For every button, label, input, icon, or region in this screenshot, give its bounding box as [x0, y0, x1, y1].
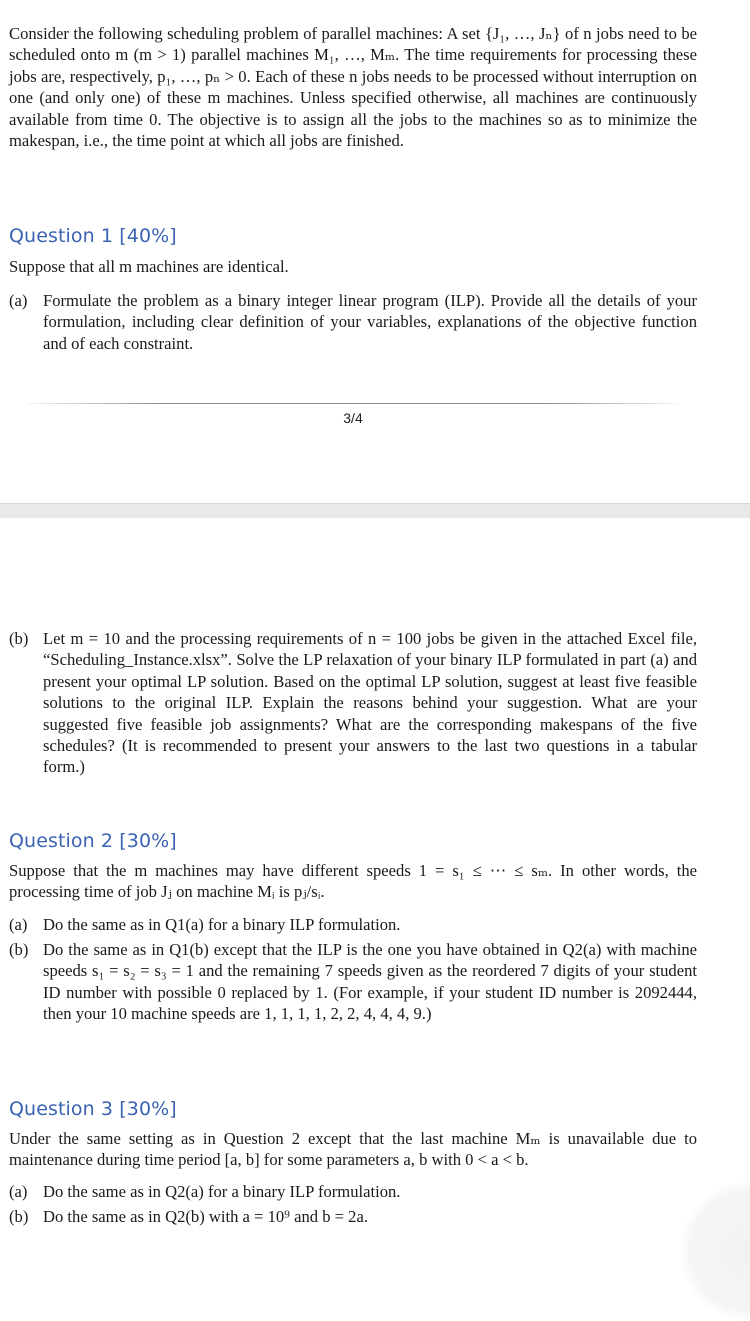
intro-paragraph: Consider the following scheduling problem of parallel machines: A set {J₁, …, Jₙ} of n jobs need to be scheduled onto m (m > 1) parallel machines M₁, …, Mₘ. The time requirements for processing these jobs are, respectively, p₁, …, pₙ > 0. Each of these n jobs needs to be processed without interruption on one (and only one) of these m machines. Unless specified otherwise, all machines are continuously available from time 0. The objective is to assign all the jobs to the machines so as to minimize the makespan, i.e., the time point at which all jobs are finished.: [9, 24, 697, 151]
item-text: Let m = 10 and the processing requirements of n = 100 jobs be given in the attached Excel file, “Scheduling_Instance.xlsx”. Solve the LP relaxation of your binary ILP formulated in part (a) and present your optimal LP solution. Based on the optimal LP solution, suggest at least five feasible solutions to the original ILP. Explain the reasons behind your suggestion. What are your suggested five feasible job assignments? What are the corresponding makespans of the five schedules? (It is recommended to present your answers to the last two questions in a tabular form.): [43, 629, 697, 777]
question-3b: [9, 1206, 697, 1227]
page-bottom: [0, 518, 750, 1251]
item-text: Do the same as in Q1(a) for a binary ILP formulation.: [43, 915, 401, 934]
question-1a: [9, 290, 697, 354]
item-label: (b): [9, 940, 29, 959]
item-text: Do the same as in Q2(a) for a binary ILP formulation.: [43, 1182, 401, 1201]
page-divider-line: [28, 403, 678, 404]
item-label: (b): [9, 629, 29, 648]
page-number: 3/4: [343, 410, 363, 426]
item-text: Do the same as in Q1(b) except that the ILP is the one you have obtained in Q2(a) with machine speeds s₁ = s₂ = s₃ = 1 and the remaining 7 speeds given as the reordered 7 digits of your student ID number with possible 0 replaced by 1. (For example, if your student ID number is 2092444, then your 10 machine speeds are 1, 1, 1, 1, 2, 2, 4, 4, 4, 9.): [43, 940, 697, 1024]
item-text: Formulate the problem as a binary integer linear program (ILP). Provide all the details of your formulation, including clear definition of your variables, explanations of the objective function and of each constraint.: [43, 291, 697, 353]
item-label: (b): [9, 1207, 29, 1226]
question-1b: [9, 628, 697, 778]
item-label: (a): [9, 1182, 28, 1201]
question-2-text: Suppose that the m machines may have different speeds 1 = s₁ ≤ ⋯ ≤ sₘ. In other words, the processing time of job Jⱼ on machine Mᵢ is pⱼ/sᵢ.: [9, 861, 697, 902]
question-3a: [9, 1181, 697, 1202]
item-label: (a): [9, 291, 28, 310]
item-text: Do the same as in Q2(b) with a = 10⁹ and b = 2a.: [43, 1207, 368, 1226]
item-label: (a): [9, 915, 28, 934]
page-top: [0, 0, 750, 503]
question-2b: [9, 939, 697, 1025]
question-2a: [9, 914, 697, 935]
question-3-text: Under the same setting as in Question 2 except that the last machine Mₘ is unavailable due to maintenance during time period [a, b] for some parameters a, b with 0 < a < b.: [9, 1129, 697, 1170]
question-2-heading: Question 2 [30%]: [9, 830, 177, 852]
page-gap: [0, 503, 750, 519]
question-1-heading: Question 1 [40%]: [9, 225, 177, 247]
question-1-text: Suppose that all m machines are identical.: [9, 257, 289, 276]
question-3-heading: Question 3 [30%]: [9, 1098, 177, 1120]
